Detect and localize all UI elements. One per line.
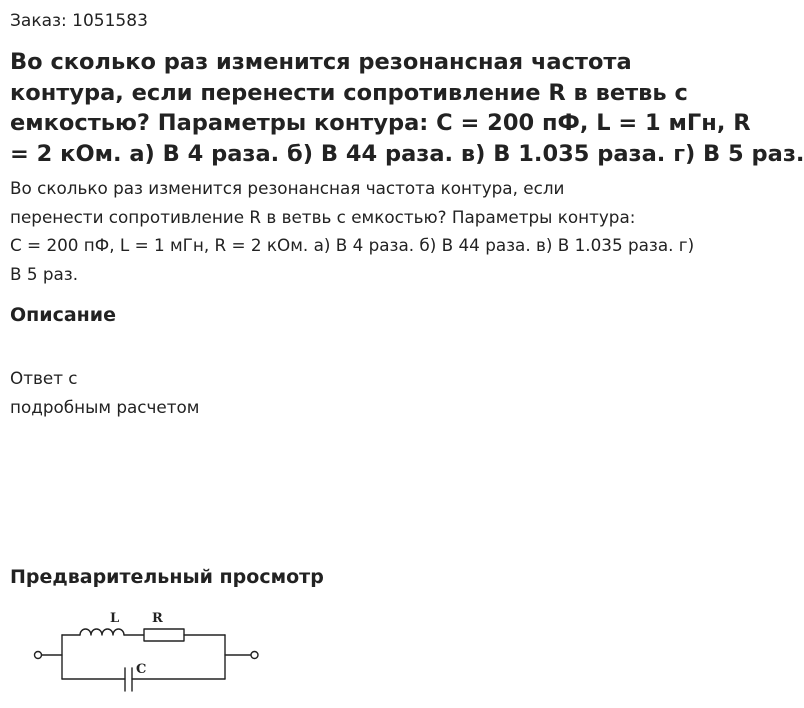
question-text [10,174,700,288]
resistor-box [144,629,184,641]
question-line: перенести сопротивление R в ветвь с емкостью? Параметры контура: [10,206,636,227]
title-line: = 2 кОм. а) В 4 раза. б) В 44 раза. в) В 1.035 раза. г) В 5 раз. [10,140,804,167]
description-line: подробным расчетом [10,397,200,417]
left-terminal [35,652,42,659]
title-line: емкостью? Параметры контура: C = 200 пФ, L = 1 мГн, R [10,110,751,136]
capacitor-label: C [136,662,147,677]
preview-heading: Предварительный просмотр [10,566,324,588]
inductor-coil [80,629,124,635]
circuit-preview-image [30,602,280,706]
circuit-diagram [30,602,280,706]
description-line: Ответ с [10,368,78,388]
description-heading: Описание [10,304,117,326]
question-line: В 5 раз. [10,263,79,284]
inductor-label: L [110,611,120,626]
question-line: Во сколько раз изменится резонансная частота контура, если [10,178,565,198]
order-number: Заказ: 1051583 [10,11,148,31]
right-terminal [251,652,258,659]
description-body [10,364,199,422]
resistor-label: R [152,611,163,626]
page-title [10,47,804,169]
title-line: контура, если перенести сопротивление R в ветвь с [10,79,688,106]
title-line: Во сколько раз изменится резонансная частота [10,49,632,75]
question-line: C = 200 пФ, L = 1 мГн, R = 2 кОм. а) В 4 раза. б) В 44 раза. в) В 1.035 раза. г) [10,235,695,255]
